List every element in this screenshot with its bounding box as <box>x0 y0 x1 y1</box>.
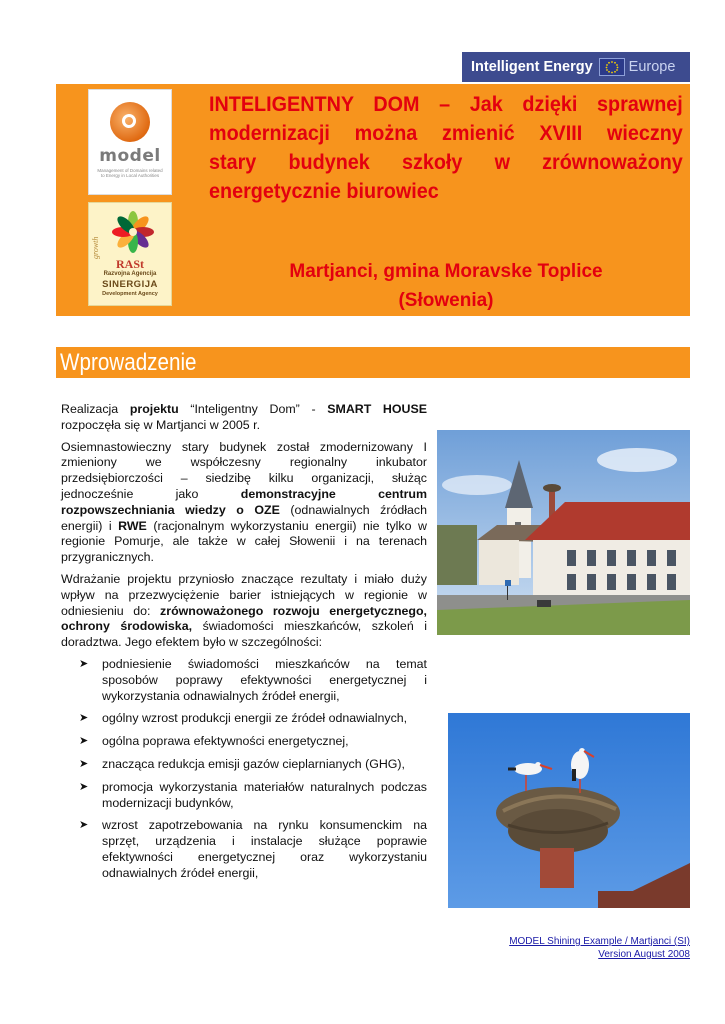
text-run-bold: projektu <box>129 402 179 416</box>
page-title <box>209 90 683 206</box>
text-run: (odnawialnych źródłach energii) i <box>61 502 427 533</box>
ras-name: RASt <box>115 257 144 271</box>
paragraph-1 <box>61 402 427 434</box>
list-item-text: znacząca redukcja emisji gazów cieplarnianych (GHG), <box>102 756 406 771</box>
text-run: rozpoczęła się w Martjanci w 2005 r. <box>61 417 261 432</box>
subtitle-line: (Słowenia) <box>398 290 494 311</box>
list-item <box>61 818 427 881</box>
section-heading-bar <box>56 347 690 378</box>
list-item-text: wzrost zapotrzebowania na rynku konsumenckim na sprzęt, urządzenia i instalacje służące poprawie efektywności energetycznej oraz wykorzystaniu odnawialnych źródeł energii, <box>102 818 427 880</box>
text-run: Wdrażanie projektu przyniosło znaczące rezultaty i miało duży wpływ na przezwyciężenie barier istniejących w regionie w odniesieniu do: <box>61 571 427 618</box>
list-item <box>61 711 427 727</box>
model-logo <box>88 89 172 195</box>
title-line: modernizacji można zmienić XVIII wieczny <box>209 121 683 145</box>
arrow-bullet-icon: ➤ <box>79 657 89 670</box>
title-line: stary budynek szkoły w zrównoważony <box>209 150 683 174</box>
subtitle-line: Martjanci, gmina Moravske Toplice <box>289 261 603 282</box>
text-run-bold: SMART HOUSE <box>327 402 427 416</box>
list-item-text: promocja wykorzystania materiałów naturalnych podczas modernizacji budynków, <box>102 779 427 810</box>
arrow-bullet-icon: ➤ <box>79 757 89 770</box>
ras-line-3: Development Agency <box>102 291 158 297</box>
banner-region: Europe <box>628 59 676 75</box>
footer-link[interactable]: MODEL Shining Example / Martjanci (SI) <box>509 936 690 947</box>
model-logo-word: model <box>99 146 161 166</box>
arrow-bullet-icon: ➤ <box>79 780 89 793</box>
list-item-text: ogólna poprawa efektywności energetycznej, <box>102 734 349 749</box>
eu-flag-icon <box>599 58 625 76</box>
footer-version: Version August 2008 <box>598 948 690 960</box>
ras-logo <box>88 202 172 306</box>
title-line: energetycznie biurowiec <box>209 179 439 203</box>
text-run: Realizacja <box>61 402 130 416</box>
intelligent-energy-banner <box>462 52 690 82</box>
paragraph-3 <box>61 572 427 651</box>
ras-flower-icon <box>111 209 155 255</box>
model-logo-emblem-icon <box>110 102 150 142</box>
text-run: (racjonalnym wykorzystaniu energii) nie tylko w regionie Pomurje, ale także w całej Słowenii i na terenach przygranicznych. <box>61 518 427 565</box>
arrow-bullet-icon: ➤ <box>79 735 89 748</box>
list-item <box>61 757 427 773</box>
body-text <box>61 402 427 889</box>
ras-growth-label: growth <box>91 236 100 259</box>
text-run-bold: RWE <box>118 518 147 533</box>
list-item-text: podniesienie świadomości mieszkańców na temat sposobów poprawy efektywności energetycznej i wykorzystania odnawialnych źródeł energii, <box>102 656 427 703</box>
list-item <box>61 734 427 750</box>
ras-line-2: SINERGIJA <box>102 279 158 290</box>
text-run: Osiemnastowieczny stary budynek został zmodernizowany I zmieniony we współczesny regionalny inkubator przedsiębiorczości – siedzibę kilku organizacji, służąc jednocześnie jako <box>61 439 427 501</box>
banner-brand: Intelligent Energy <box>471 59 593 75</box>
section-heading: Wprowadzenie <box>60 349 197 376</box>
model-logo-subtitle: Management of Domains related to Energy in Local Authorities <box>97 168 163 178</box>
text-run: świadomości mieszkańców, szkoleń i doradztwa. Jego efektem było w szczególności: <box>61 619 427 650</box>
results-list <box>61 657 427 882</box>
page-subtitle <box>209 257 683 315</box>
arrow-bullet-icon: ➤ <box>79 712 89 725</box>
house-photo <box>437 430 690 635</box>
list-item <box>61 657 427 704</box>
text-run-bold: zrównoważonego rozwoju energetycznego, ochrony środowiska, <box>61 603 427 634</box>
text-run: “Inteligentny Dom” - <box>178 402 328 416</box>
list-item-text: ogólny wzrost produkcji energii ze źródeł odnawialnych, <box>102 711 408 726</box>
footer <box>509 936 690 961</box>
title-line: INTELIGENTNY DOM – Jak dzięki sprawnej <box>209 92 683 116</box>
stork-nest-photo <box>448 713 690 908</box>
paragraph-2 <box>61 440 427 566</box>
ras-line-1: Razvojna Agencija <box>103 271 157 277</box>
list-item <box>61 780 427 812</box>
arrow-bullet-icon: ➤ <box>79 819 89 832</box>
text-run-bold: demonstracyjne centrum rozpowszechniania wiedzy o OZE <box>61 486 428 517</box>
